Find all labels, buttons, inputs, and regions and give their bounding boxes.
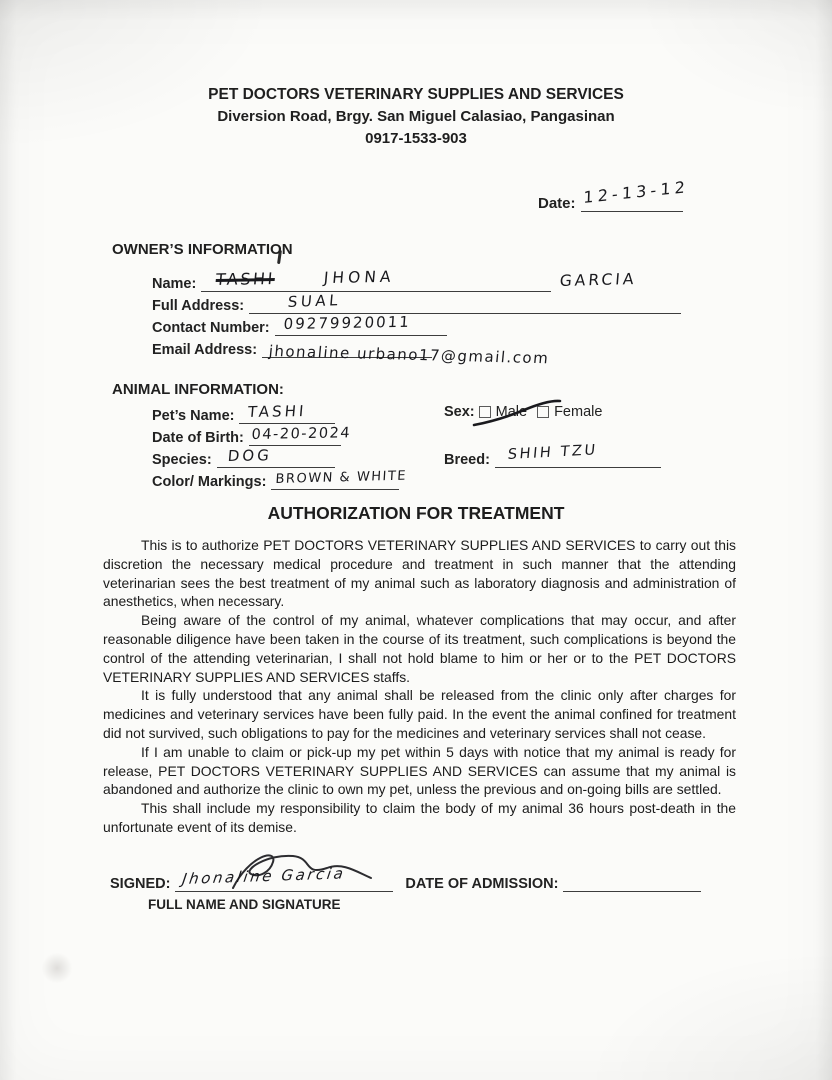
owner-address-row	[152, 291, 681, 314]
pet-name-label: Pet’s Name:	[152, 408, 235, 424]
color-markings-value: BROWN & WHITE	[275, 468, 408, 487]
pet-name-row	[152, 401, 335, 424]
male-checkbox	[479, 406, 491, 418]
owner-address-line	[249, 291, 681, 314]
owner-contact-label: Contact Number:	[152, 320, 270, 336]
clinic-phone: 0917-1533-903	[365, 130, 467, 147]
authorization-paragraph: This is to authorize PET DOCTORS VETERINARY SUPPLIES AND SERVICES to carry out this discretion the necessary medical procedure and treatment in such manner that the attending veterinarian sees the best treatment of my animal such as laboratory diagnosis and administration of anesthetics, when necessary.	[103, 537, 736, 610]
breed-value: SHIH TZU	[506, 442, 599, 463]
owner-name-row	[152, 267, 638, 292]
sex-row	[444, 404, 602, 420]
female-option-label: Female	[554, 404, 603, 420]
owner-email-label: Email Address:	[152, 342, 258, 358]
owner-section-title: OWNER’S INFORMATION	[112, 241, 293, 258]
signed-row	[110, 864, 701, 892]
owner-name-label: Name:	[152, 276, 197, 292]
date-line	[581, 177, 689, 212]
owner-name-value: JHONA	[323, 267, 396, 287]
owner-contact-value: 09279920011	[282, 312, 412, 333]
owner-email-value: jhonaline urbano17@gmail.com	[268, 342, 551, 368]
color-markings-line	[271, 468, 408, 490]
species-line	[217, 448, 335, 468]
sex-label: Sex:	[444, 404, 475, 420]
female-checkbox	[537, 406, 549, 418]
full-name-caption: FULL NAME AND SIGNATURE	[148, 897, 341, 912]
dob-line	[249, 425, 352, 446]
authorization-paragraph: Being aware of the control of my animal, whatever complications that may occur, and after reasonable diligence have been taken in the course of its treatment, such complications is beyond the control of the attending veterinarian, I shall not hold blame to him or her or to the PET DOCTORS VETERINARY SUPPLIES AND SERVICES staffs.	[103, 612, 736, 685]
dob-label: Date of Birth:	[152, 430, 244, 446]
animal-section-title: ANIMAL INFORMATION:	[112, 381, 284, 398]
authorization-paragraph: If I am unable to claim or pick-up my pet within 5 days with notice that my animal is ready for release, PET DOCTORS VETERINARY SUPPLIES AND SERVICES can assume that my animal is abandoned and authorize the clinic to own my pet, unless the previous and on-going bills are settled.	[103, 743, 736, 798]
authorization-paragraph: It is fully understood that any animal shall be released from the clinic only after charges for medicines and veterinary services have been fully paid. In the event the animal confined for treatment did not survived, such obligations to pay for the medicines and veterinary services shall not cease.	[103, 687, 736, 741]
dob-row	[152, 425, 352, 446]
owner-address-label: Full Address:	[152, 298, 245, 314]
pet-name-line	[239, 401, 335, 424]
clinic-address: Diversion Road, Brgy. San Miguel Calasiao, Pangasinan	[217, 108, 615, 125]
owner-name-overflow-value: GARCIA	[559, 270, 638, 290]
dob-value: 04-20-2024	[250, 425, 352, 443]
owner-name-line	[201, 267, 638, 292]
pet-name-value: TASHI	[247, 401, 308, 421]
breed-line	[495, 442, 661, 468]
signed-label: SIGNED:	[110, 876, 171, 892]
owner-contact-row	[152, 312, 447, 336]
owner-email-row	[152, 338, 551, 368]
species-row	[152, 448, 335, 468]
owner-name-struck-value: TASHI	[215, 268, 276, 289]
color-markings-label: Color/ Markings:	[152, 474, 267, 490]
authorization-paragraph: This shall include my responsibility to claim the body of my animal 36 hours post-death in the unfortunate event of its demise.	[103, 800, 736, 835]
admission-line	[563, 872, 701, 892]
clinic-name: PET DOCTORS VETERINARY SUPPLIES AND SERVICES	[208, 86, 624, 103]
signed-line	[175, 864, 393, 892]
male-option-label: Male	[495, 404, 528, 420]
authorization-title: AUTHORIZATION FOR TREATMENT	[267, 503, 565, 523]
date-handwritten-value: 12-13-12	[582, 177, 689, 207]
species-value: DOG	[226, 446, 273, 465]
owner-contact-line	[275, 312, 447, 336]
owner-address-value: SUAL	[287, 291, 343, 311]
clinic-header	[0, 84, 832, 150]
breed-row	[444, 442, 661, 468]
date-label: Date:	[538, 195, 576, 212]
date-row	[538, 177, 689, 212]
species-label: Species:	[152, 452, 212, 468]
admission-label: DATE OF ADMISSION:	[405, 876, 559, 892]
authorization-body	[103, 536, 736, 837]
breed-label: Breed:	[444, 452, 490, 468]
owner-email-line	[262, 338, 551, 368]
signed-handwritten-name: Jhonaline Garcia	[181, 864, 348, 888]
color-markings-row	[152, 468, 408, 490]
